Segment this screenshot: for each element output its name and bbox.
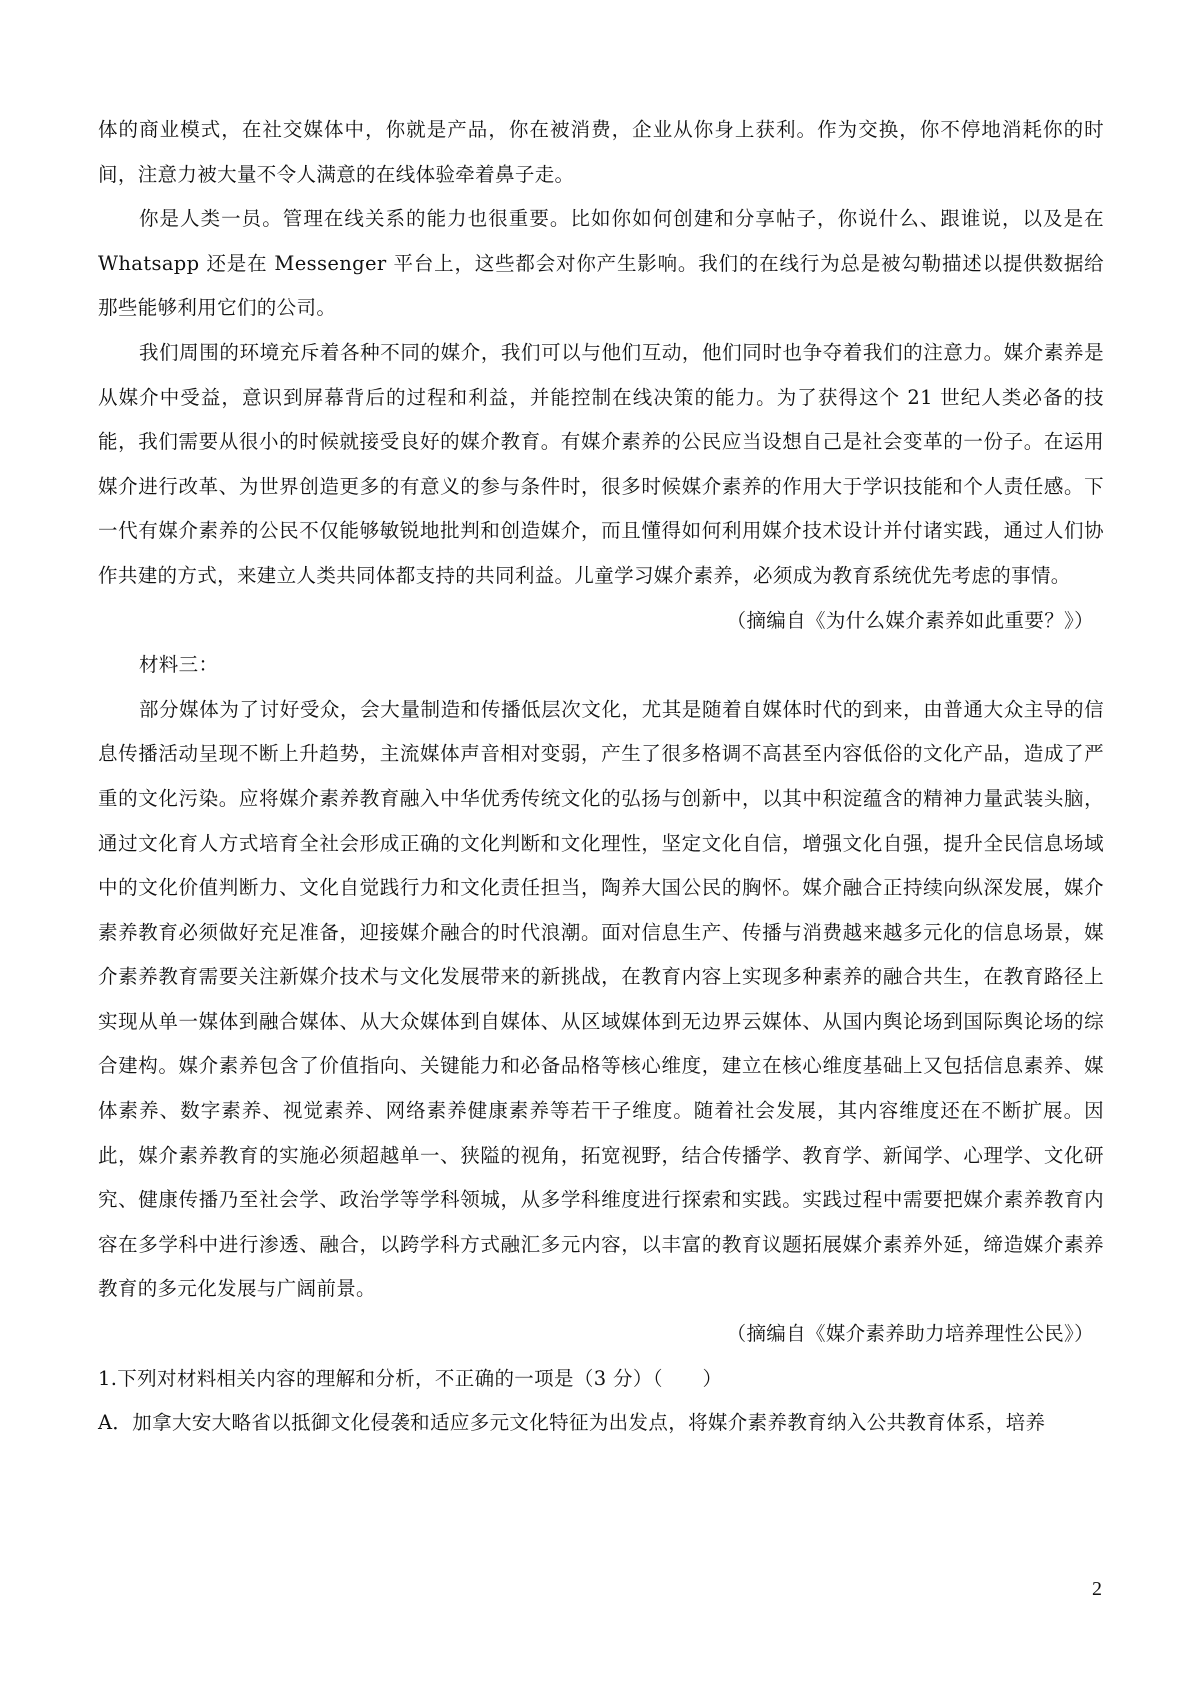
option-a: A．加拿大安大略省以抵御文化侵袭和适应多元文化特征为出发点，将媒介素养教育纳入公共教育体系，培养 [98, 1411, 1046, 1435]
source-citation-2: （摘编自《媒介素养助力培养理性公民》） [726, 1322, 1094, 1346]
page-body [98, 108, 1104, 1446]
page-number: 2 [1092, 1578, 1102, 1600]
source-citation-1: （摘编自《为什么媒介素养如此重要？》） [726, 608, 1094, 632]
material-3-text: 部分媒体为了讨好受众，会大量制造和传播低层次文化，尤其是随着自媒体时代的到来，由普通大众主导的信息传播活动呈现不断上升趋势，主流媒体声音相对变弱，产生了很多格调不高甚至内容低俗的文化产品，造成了严重的文化污染。应将媒介素养教育融入中华优秀传统文化的弘扬与创新中，以其中积淀蕴含的精神力量武装头脑，通过文化育人方式培育全社会形成正确的文化判断和文化理性，坚定文化自信，增强文化自强，提升全民信息场域中的文化价值判断力、文化自觉践行力和文化责任担当，陶养大国公民的胸怀。媒介融合正持续向纵深发展，媒介素养教育必须做好充足准备，迎接媒介融合的时代浪潮。面对信息生产、传播与消费越来越多元化的信息场景，媒介素养教育需要关注新媒介技术与文化发展带来的新挑战，在教育内容上实现多种素养的融合共生，在教育路径上实现从单一媒体到融合媒体、从大众媒体到自媒体、从区域媒体到无边界云媒体、从国内舆论场到国际舆论场的综合建构。媒介素养包含了价值指向、关键能力和必备品格等核心维度，建立在核心维度基础上又包括信息素养、媒体素养、数字素养、视觉素养、网络素养健康素养等若干子维度。随着社会发展，其内容维度还在不断扩展。因此，媒介素养教育的实施必须超越单一、狭隘的视角，拓宽视野，结合传播学、教育学、新闻学、心理学、文化研究、健康传播乃至社会学、政治学等学科领城，从多学科维度进行探索和实践。实践过程中需要把媒介素养教育内容在多学科中进行渗透、融合，以跨学科方式融汇多元内容，以丰富的教育议题拓展媒介素养外延，缔造媒介素养教育的多元化发展与广阔前景。 [98, 697, 1104, 1301]
material-3-heading: 材料三： [138, 653, 219, 677]
paragraph-business-model: 体的商业模式，在社交媒体中，你就是产品，你在被消费，企业从你身上获利。作为交换，你不停地消耗你的时间，注意力被大量不令人满意的在线体验牵着鼻子走。 [98, 118, 1104, 186]
paragraph-media-environment: 我们周围的环境充斥着各种不同的媒介，我们可以与他们互动，他们同时也争夺着我们的注意力。媒介素养是从媒介中受益，意识到屏幕背后的过程和利益，并能控制在线决策的能力。为了获得这个 21 世纪人类必备的技能，我们需要从很小的时候就接受良好的媒介教育。有媒介素养的公民应当设想自己是社会变革的一份子。在运用媒介进行改革、为世界创造更多的有意义的参与条件时，很多时候媒介素养的作用大于学识技能和个人责任感。下一代有媒介素养的公民不仅能够敏锐地批判和创造媒介，而且懂得如何利用媒介技术设计并付诸实践，通过人们协作共建的方式，来建立人类共同体都支持的共同利益。儿童学习媒介素养，必须成为教育系统优先考虑的事情。 [98, 340, 1104, 587]
question-1: 1.下列对材料相关内容的理解和分析，不正确的一项是（3 分）（ ） [98, 1366, 723, 1390]
paragraph-human-member: 你是人类一员。管理在线关系的能力也很重要。比如你如何创建和分享帖子，你说什么、跟谁说，以及是在 Whatsapp 还是在 Messenger 平台上，这些都会对你产生影响。我们的在线行为总是被勾勒描述以提供数据给那些能够利用它们的公司。 [98, 207, 1104, 320]
